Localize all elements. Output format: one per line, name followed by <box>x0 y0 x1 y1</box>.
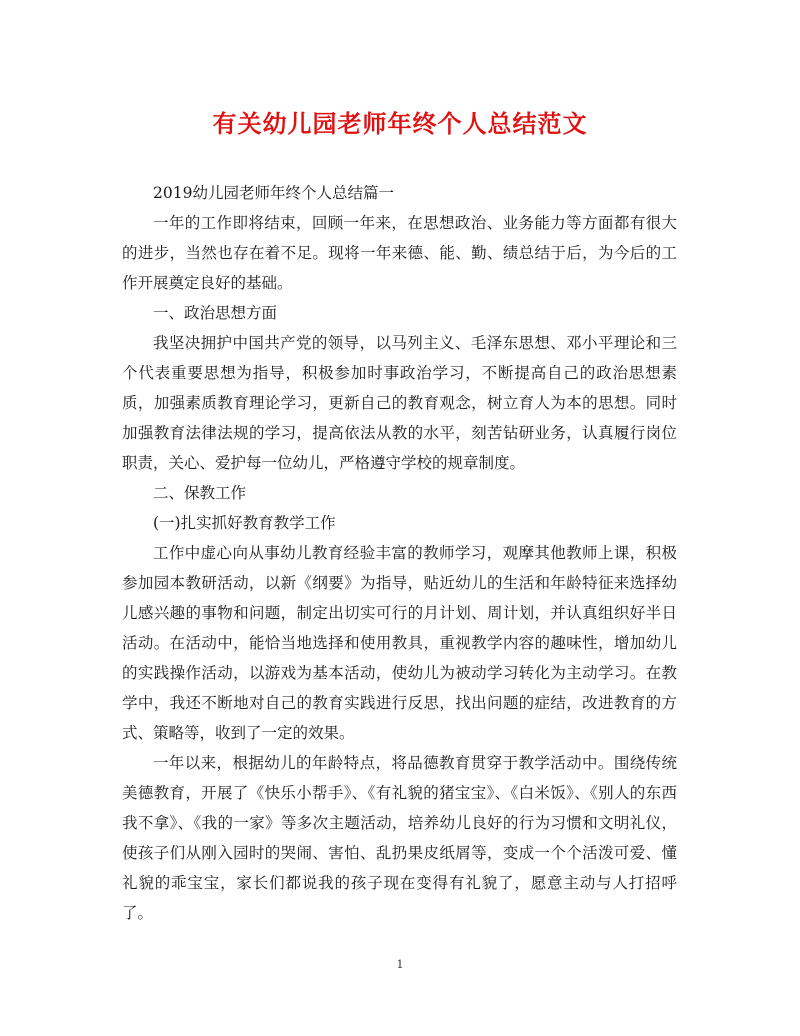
paragraph: 一年的工作即将结束，回顾一年来，在思想政治、业务能力等方面都有很大的进步，当然也存在着不足。现将一年来德、能、勤、绩总结于后，为今后的工作开展奠定良好的基础。 <box>122 214 677 292</box>
section-heading-teaching: 二、保教工作 <box>153 484 247 502</box>
page-number: 1 <box>396 958 404 971</box>
subsection-heading: (一)扎实抓好教育教学工作 <box>153 514 336 532</box>
paragraph: 我坚决拥护中国共产党的领导，以马列主义、毛泽东思想、邓小平理论和三个代表重要思想为指导，积极参加时事政治学习，不断提高自己的政治思想素质，加强素质教育理论学习，更新自己的教育观念，树立育人为本的思想。同时加强教育法律法规的学习，提高依法从教的水平，刻苦钻研业务，认真履行岗位职责，关心、爱护每一位幼儿，严格遵守学校的规章制度。 <box>122 334 677 472</box>
paragraph: 工作中虚心向从事幼儿教育经验丰富的教师学习，观摩其他教师上课，积极参加园本教研活动，以新《纲要》为指导，贴近幼儿的生活和年龄特征来选择幼儿感兴趣的事物和问题，制定出切实可行的月计划、周计划，并认真组织好半日活动。在活动中，能恰当地选择和使用教具，重视教学内容的趣味性，增加幼儿的实践操作活动，以游戏为基本活动，使幼儿为被动学习转化为主动学习。在教学中，我还不断地对自己的教育实践进行反思，找出问题的症结，改进教育的方式、策略等，收到了一定的效果。 <box>122 544 677 742</box>
section-heading-intro: 2019幼儿园老师年终个人总结篇一 <box>153 184 394 202</box>
section-heading-politics: 一、政治思想方面 <box>153 304 278 322</box>
document-body <box>122 178 677 928</box>
paragraph: 一年以来，根据幼儿的年龄特点，将品德教育贯穿于教学活动中。围绕传统美德教育，开展了《快乐小帮手》、《有礼貌的猪宝宝》、《白米饭》、《别人的东西我不拿》、《我的一家》等多次主题活动，培养幼儿良好的行为习惯和文明礼仪，使孩子们从刚入园时的哭闹、害怕、乱扔果皮纸屑等，变成一个个活泼可爱、懂礼貌的乖宝宝，家长们都说我的孩子现在变得有礼貌了，愿意主动与人打招呼了。 <box>122 754 677 922</box>
document-title: 有关幼儿园老师年终个人总结范文 <box>212 109 588 138</box>
